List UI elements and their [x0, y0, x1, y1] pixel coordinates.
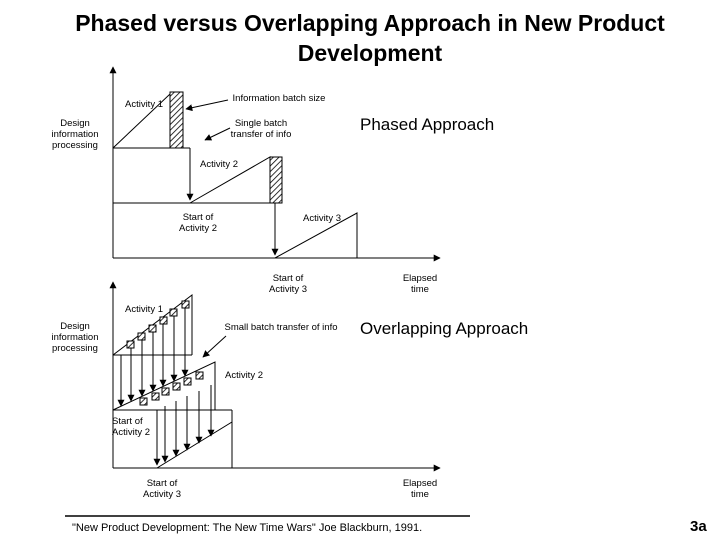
small-batch-a1-6 [182, 301, 189, 308]
phased-batch-2 [270, 157, 282, 203]
phased-batch-1 [170, 92, 183, 148]
phased-start-activity2-label: Start of Activity 2 [178, 212, 217, 234]
phased-start-activity3-label: Start of Activity 3 [268, 273, 307, 295]
phased-heading: Phased Approach [360, 115, 495, 134]
small-batch-a2-6 [196, 372, 203, 379]
overlap-y-label: Design information processing [51, 321, 99, 354]
slide-title: Phased versus Overlapping Approach in New Product Development [75, 10, 665, 66]
small-batch-a1-2 [138, 333, 145, 340]
overlap-start-activity2-label: Start of Activity 2 [112, 416, 151, 438]
small-batch-a2-3 [162, 388, 169, 395]
phased-x-label: Elapsed time [402, 273, 438, 295]
phased-y-label: Design information processing [51, 118, 99, 151]
overlap-activity2-label: Activity 2 [224, 370, 263, 381]
overlap-heading: Overlapping Approach [360, 319, 529, 338]
small-batch-pointer [203, 336, 226, 357]
phased-activity1-label: Activity 1 [124, 99, 163, 110]
overlap-start-activity3-label: Start of Activity 3 [142, 478, 181, 500]
phased-activity3-label: Activity 3 [302, 213, 341, 224]
overlap-activity1-label: Activity 1 [124, 304, 163, 315]
small-batch-a2-2 [152, 393, 159, 400]
phased-activity2-label: Activity 2 [199, 159, 238, 170]
overlap-activity2-ramp [113, 362, 215, 410]
citation: "New Product Development: The New Time Wars" Joe Blackburn, 1991. [72, 522, 423, 534]
batch-size-pointer [186, 100, 228, 109]
overlap-activity3-ramp [157, 422, 232, 468]
small-batch-a1-1 [127, 341, 134, 348]
small-batch-a1-5 [170, 309, 177, 316]
small-batch-a1-3 [149, 325, 156, 332]
small-batch-a1-4 [160, 317, 167, 324]
slide-number: 3a [690, 518, 707, 535]
single-batch-label: Single batch transfer of info [230, 118, 292, 140]
small-batch-a2-5 [184, 378, 191, 385]
overlap-x-label: Elapsed time [402, 478, 438, 500]
batch-size-label: Information batch size [232, 93, 326, 104]
small-batch-a2-4 [173, 383, 180, 390]
small-batch-a2-1 [140, 398, 147, 405]
small-batch-label: Small batch transfer of info [224, 322, 338, 333]
